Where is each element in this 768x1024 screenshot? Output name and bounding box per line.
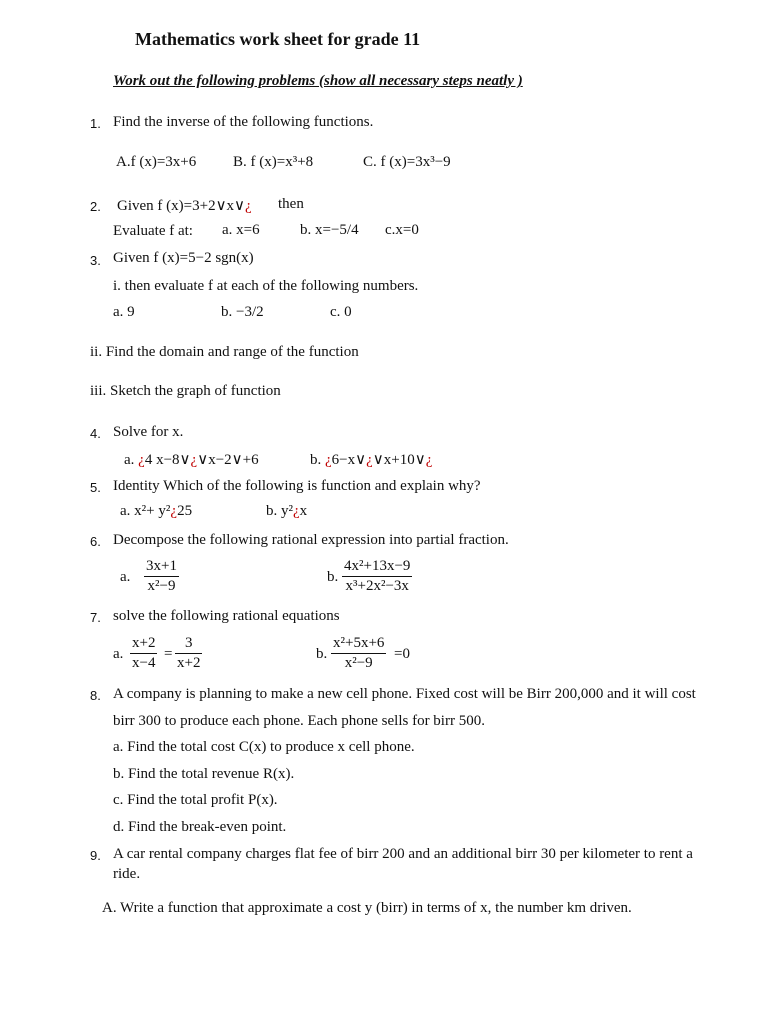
question-6-option-a-fraction (144, 558, 179, 595)
fraction-numerator: x+2 (130, 635, 157, 654)
question-2-then: then (278, 196, 304, 212)
question-3-option-a (113, 304, 135, 321)
function-expression: f (x)=5−2 sgn(x) (153, 250, 254, 266)
expression-part: 6−x∨ (331, 452, 367, 468)
option-value: x=−5/4 (315, 222, 359, 238)
question-8-part-b: b. Find the total revenue R(x). (113, 766, 295, 782)
garbled-symbol: ¿ (425, 452, 433, 468)
question-1-text: Find the inverse of the following functions. (113, 114, 374, 130)
question-1-number: 1. (90, 116, 101, 131)
question-7-option-b-fraction (331, 635, 386, 672)
option-label: b. (221, 304, 233, 320)
option-label: a. (222, 222, 233, 238)
question-8-part-a: a. Find the total cost C(x) to produce x cell phone. (113, 739, 415, 755)
option-label: c. (330, 304, 341, 320)
question-6-option-a-label: a. (120, 569, 131, 585)
fraction-numerator: 3 (175, 635, 202, 654)
question-6-option-b-label: b. (327, 569, 339, 585)
question-6-text: Decompose the following rational expression into partial fraction. (113, 532, 509, 548)
option-label: a. (124, 452, 135, 468)
question-7-option-a-fraction-left (130, 635, 157, 672)
option-value: −3/2 (236, 304, 264, 320)
question-3-given (113, 250, 254, 267)
garbled-symbol: ¿ (325, 452, 332, 468)
fraction-numerator: 4x²+13x−9 (342, 558, 412, 577)
expression-part: ∨x−2∨+6 (197, 452, 259, 468)
question-6-option-b-fraction (342, 558, 412, 595)
garbled-symbol: ¿ (190, 452, 198, 468)
expression-part: x²+ y² (134, 503, 171, 519)
fraction-denominator: x²−9 (147, 578, 176, 594)
fraction-denominator: x−4 (132, 655, 156, 671)
option-label: c. (385, 222, 396, 238)
question-4-text: Solve for x. (113, 424, 184, 440)
question-9-part-a: A. Write a function that approximate a cost y (birr) in terms of x, the number km driven. (102, 900, 632, 916)
question-9-number: 9. (90, 848, 101, 863)
option-value: x=0 (395, 222, 419, 238)
question-4-number: 4. (90, 426, 101, 441)
question-7-option-a-fraction-right (175, 635, 202, 672)
given-label: Given (113, 250, 150, 266)
question-2-number: 2. (90, 199, 101, 214)
question-2-option-c (385, 222, 419, 239)
question-3-option-c (330, 304, 352, 321)
question-7-option-a-equals: = (164, 646, 173, 662)
question-7-text: solve the following rational equations (113, 608, 340, 624)
option-label: a. (120, 503, 131, 519)
option-value: x=6 (236, 222, 260, 238)
function-expression: f (x)=3+2∨x∨ (157, 198, 246, 214)
question-2-evaluate: Evaluate f at: (113, 223, 193, 239)
expression-part: x (299, 503, 308, 519)
option-label: b. (310, 452, 322, 468)
question-8-line-1: A company is planning to make a new cell phone. Fixed cost will be Birr 200,000 and it will cost (113, 686, 696, 702)
question-1-option-c: C. f (x)=3x³−9 (363, 154, 451, 170)
fraction-denominator: x+2 (177, 655, 201, 671)
question-3-part-i: i. then evaluate f at each of the following numbers. (113, 278, 419, 294)
question-4-option-b (310, 450, 432, 469)
question-4-option-a (124, 450, 259, 469)
question-3-number: 3. (90, 253, 101, 268)
question-8-part-c: c. Find the total profit P(x). (113, 792, 278, 808)
fraction-numerator: x²+5x+6 (331, 635, 386, 654)
question-3-part-iii: iii. Sketch the graph of function (90, 383, 281, 399)
question-2-given (117, 196, 252, 215)
option-value: 0 (344, 304, 352, 320)
question-5-option-a (120, 503, 192, 520)
fraction-denominator: x³+2x²−3x (345, 578, 409, 594)
question-8-number: 8. (90, 688, 101, 703)
instruction-text: Work out the following problems (show all necessary steps neatly ) (113, 73, 523, 89)
question-7-number: 7. (90, 610, 101, 625)
question-3-part-ii: ii. Find the domain and range of the function (90, 344, 359, 360)
garbled-symbol: ¿ (366, 452, 373, 468)
question-7-option-b-equals-zero: =0 (394, 646, 410, 662)
question-9-line-1: A car rental company charges flat fee of birr 200 and an additional birr 30 per kilometer to rent a (113, 846, 693, 862)
option-label: b. (300, 222, 312, 238)
worksheet-title: Mathematics work sheet for grade 11 (135, 29, 421, 49)
fraction-denominator: x²−9 (344, 655, 373, 671)
garbled-symbol: ¿ (170, 503, 178, 519)
expression-part: y² (281, 503, 293, 519)
expression-part: 25 (177, 503, 193, 519)
garbled-symbol: ¿ (245, 198, 252, 214)
question-5-number: 5. (90, 480, 101, 495)
question-7-option-a-label: a. (113, 646, 124, 662)
question-3-option-b (221, 304, 264, 321)
fraction-numerator: 3x+1 (144, 558, 179, 577)
question-1-option-a: A.f (x)=3x+6 (116, 154, 197, 170)
question-7-option-b-label: b. (316, 646, 328, 662)
question-6-number: 6. (90, 534, 101, 549)
given-label: Given (117, 198, 154, 214)
question-8-line-2: birr 300 to produce each phone. Each phone sells for birr 500. (113, 713, 485, 729)
garbled-symbol: ¿ (138, 452, 145, 468)
question-5-option-b (266, 503, 307, 520)
option-label: a. (113, 304, 124, 320)
question-8-part-d: d. Find the break-even point. (113, 819, 287, 835)
question-2-option-b (300, 222, 359, 239)
option-label: b. (266, 503, 278, 519)
expression-part: 4 x−8∨ (144, 452, 191, 468)
question-2-option-a (222, 222, 260, 239)
question-1-option-b: B. f (x)=x³+8 (233, 154, 314, 170)
option-value: 9 (127, 304, 135, 320)
garbled-symbol: ¿ (293, 503, 300, 519)
question-5-text: Identity Which of the following is function and explain why? (113, 478, 481, 494)
expression-part: ∨x+10∨ (372, 452, 426, 468)
question-9-line-2: ride. (113, 866, 141, 882)
